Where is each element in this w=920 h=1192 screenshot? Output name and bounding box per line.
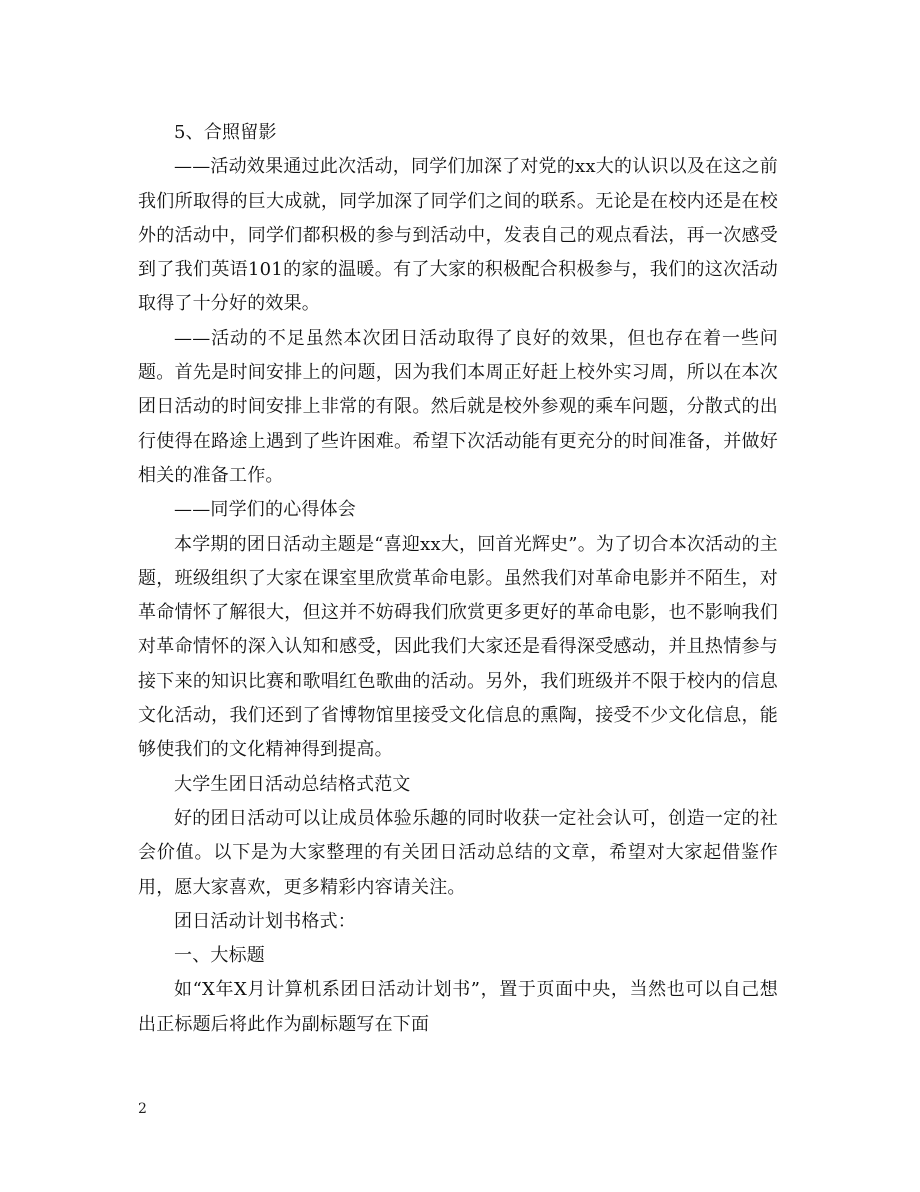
paragraph-plan-format: 团日活动计划书格式： [174,910,356,932]
page-number: 2 [138,1101,147,1117]
paragraph-semester-theme: 本学期的团日活动主题是“喜迎xx大，回首光辉史”。为了切合本次活动的主题，班级组织了大家在课室里欣赏革命电影。虽然我们对革命电影并不陌生，对革命情怀了解很大，但这并不妨碍我们欣赏更多更好的革命电影，也不影响我们对革命情怀的深入认知和感受，因此我们大家还是看得深受感动，并且热情参与接下来的知识比赛和歌唱红色歌曲的活动。另外，我们班级并不限于校内的信息文化活动，我们还到了省博物馆里接受文化信息的熏陶，接受不少文化信息，能够使我们的文化精神得到提高。 [138,533,778,761]
paragraph-reflections-heading: ——同学们的心得体会 [174,499,356,521]
document-body [138,116,778,1042]
paragraph-photo-heading: 5、合照留影 [174,122,277,143]
paragraph-activity-effect: ——活动效果通过此次活动，同学们加深了对党的xx大的认识以及在这之前我们所取得的巨大成就，同学加深了同学们之间的联系。无论是在校内还是在校外的活动中，同学们都积极的参与到活动中，发表自己的观点看法，再一次感受到了我们英语101的家的温暖。有了大家的积极配合积极参与，我们的这次活动取得了十分好的效果。 [138,156,778,315]
paragraph-main-title-heading: 一、大标题 [174,945,265,967]
paragraph-activity-shortcomings: ——活动的不足虽然本次团日活动取得了良好的效果，但也存在着一些问题。首先是时间安排上的问题，因为我们本周正好赶上校外实习周，所以在本次团日活动的时间安排上非常的有限。然后就是校外参观的乘车问题，分散式的出行使得在路途上遇到了些许困难。希望下次活动能有更充分的时间准备，并做好相关的准备工作。 [138,327,778,486]
paragraph-introduction: 好的团日活动可以让成员体验乐趣的同时收获一定社会认可，创造一定的社会价值。以下是为大家整理的有关团日活动总结的文章，希望对大家起借鉴作用，愿大家喜欢，更多精彩内容请关注。 [138,807,778,898]
paragraph-title-example: 如“X年X月计算机系团日活动计划书”，置于页面中央，当然也可以自己想出正标题后将此作为副标题写在下面 [138,979,778,1035]
paragraph-section-title: 大学生团日活动总结格式范文 [174,773,411,795]
